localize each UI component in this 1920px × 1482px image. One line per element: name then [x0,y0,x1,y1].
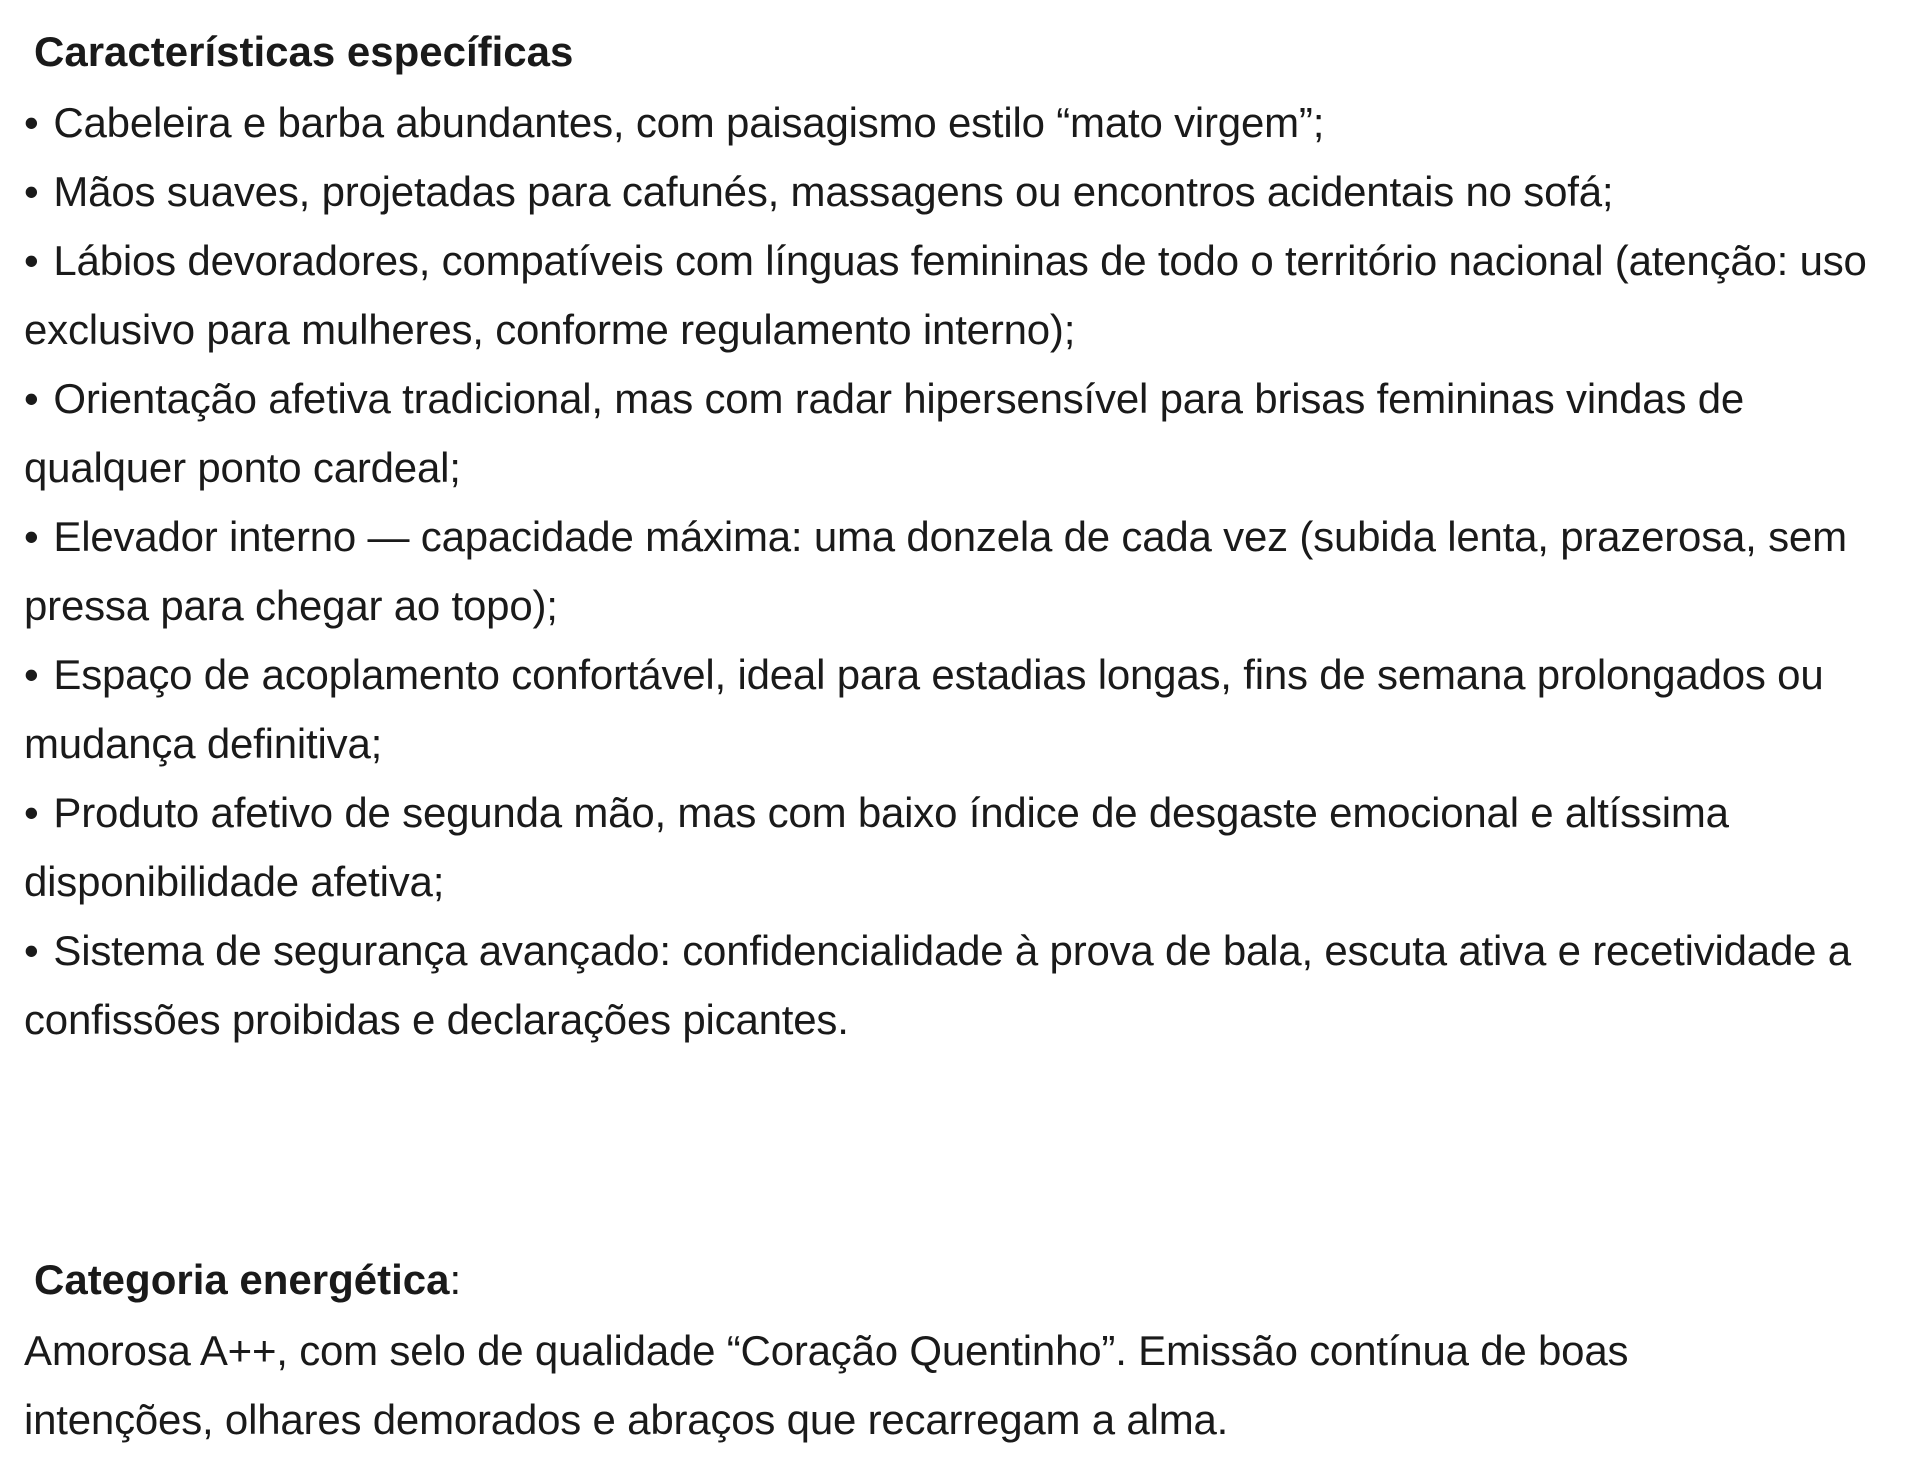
list-item-text: Cabeleira e barba abundantes, com paisagismo estilo “mato virgem”; [53,99,1325,146]
energy-category-heading [34,1250,1904,1310]
list-item-text: Orientação afetiva tradicional, mas com radar hipersensível para brisas femininas vindas de qualquer ponto cardeal; [24,375,1745,491]
list-item [24,88,1904,157]
characteristics-list [24,88,1904,1054]
list-item [24,640,1904,778]
specific-characteristics-heading: Características específicas [34,28,574,75]
energy-category-section [24,1250,1904,1454]
bullet-icon: • [24,927,39,974]
bullet-icon: • [24,513,39,560]
list-item-text: Espaço de acoplamento confortável, ideal para estadias longas, fins de semana prolongados ou mudança definitiva; [24,651,1824,767]
list-item [24,157,1904,226]
list-item-text: Produto afetivo de segunda mão, mas com baixo índice de desgaste emocional e altíssima disponibilidade afetiva; [24,789,1729,905]
bullet-icon: • [24,789,39,836]
energy-category-body: Amorosa A++, com selo de qualidade “Coração Quentinho”. Emissão contínua de boas intenções, olhares demorados e abraços que recarregam a alma. [24,1327,1629,1443]
list-item-text: Elevador interno — capacidade máxima: uma donzela de cada vez (subida lenta, prazerosa, sem pressa para chegar ao topo); [24,513,1847,629]
bullet-icon: • [24,237,39,284]
bullet-icon: • [24,99,39,146]
list-item [24,778,1904,916]
list-item [24,364,1904,502]
list-item [24,226,1904,364]
bullet-icon: • [24,168,39,215]
bullet-icon: • [24,375,39,422]
heading-colon: : [449,1256,462,1303]
bullet-icon: • [24,651,39,698]
list-item-text: Lábios devoradores, compatíveis com línguas femininas de todo o território nacional (atenção: uso exclusivo para mulheres, conforme regulamento interno); [24,237,1867,353]
list-item-text: Mãos suaves, projetadas para cafunés, massagens ou encontros acidentais no sofá; [53,168,1614,215]
list-item [24,502,1904,640]
list-item-text: Sistema de segurança avançado: confidencialidade à prova de bala, escuta ativa e recetividade a confissões proibidas e declarações picantes. [24,927,1851,1043]
list-item [24,916,1904,1054]
specific-characteristics-section [24,22,1904,1054]
energy-category-heading-text: Categoria energética [34,1256,450,1303]
